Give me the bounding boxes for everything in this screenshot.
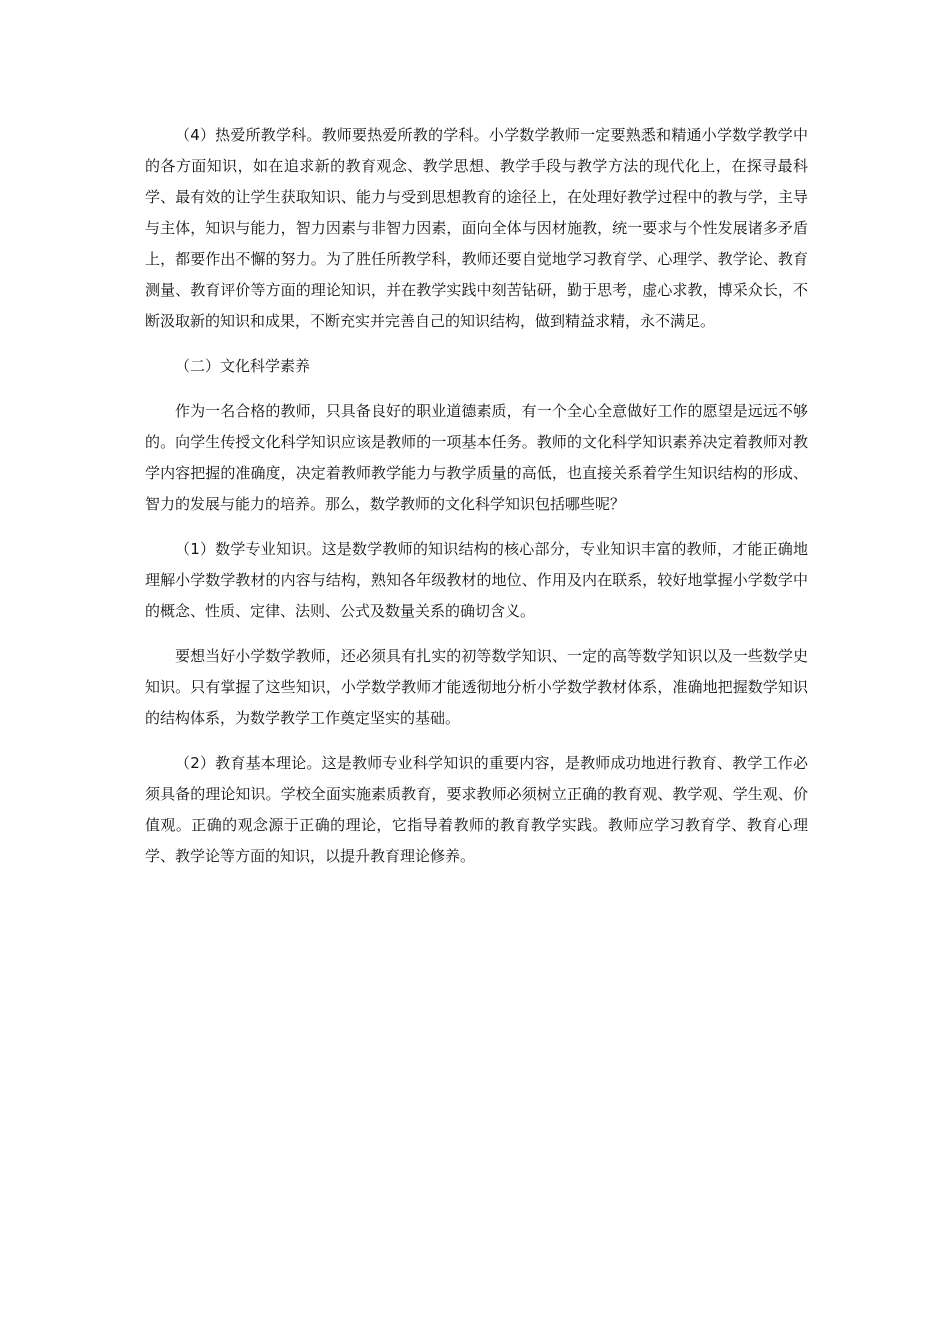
paragraph-culture-intro: 作为一名合格的教师，只具备良好的职业道德素质，有一个全心全意做好工作的愿望是远远不够的。向学生传授文化科学知识应该是教师的一项基本任务。教师的文化科学知识素养决定着教师对教学内容把握的准确度，决定着教师教学能力与教学质量的高低，也直接关系着学生知识结构的形成、智力的发展与能力的培养。那么，数学教师的文化科学知识包括哪些呢？ xyxy=(145,402,808,513)
section-heading-culture-science: （二）文化科学素养 xyxy=(175,357,311,375)
paragraph-education-theory: （2）教育基本理论。这是教师专业科学知识的重要内容，是教师成功地进行教育、教学工作必须具备的理论知识。学校全面实施素质教育，要求教师必须树立正确的教育观、教学观、学生观、价值观。正确的观念源于正确的理论，它指导着教师的教育教学实践。教师应学习教育学、教育心理学、教学论等方面的知识，以提升教育理论修养。 xyxy=(145,754,808,865)
document-body xyxy=(145,120,808,886)
paragraph-math-knowledge: （1）数学专业知识。这是数学教师的知识结构的核心部分，专业知识丰富的教师，才能正确地理解小学数学教材的内容与结构，熟知各年级教材的地位、作用及内在联系，较好地掌握小学数学中的概念、性质、定律、法则、公式及数量关系的确切含义。 xyxy=(145,540,808,620)
paragraph-love-subject: （4）热爱所教学科。教师要热爱所教的学科。小学数学教师一定要熟悉和精通小学数学教学中的各方面知识，如在追求新的教育观念、教学思想、教学手段与教学方法的现代化上，在探寻最科学、最有效的让学生获取知识、能力与受到思想教育的途径上，在处理好教学过程中的教与学，主导与主体，知识与能力，智力因素与非智力因素，面向全体与因材施教，统一要求与个性发展诸多矛盾上，都要作出不懈的努力。为了胜任所教学科，教师还要自觉地学习教育学、心理学、教学论、教育测量、教育评价等方面的理论知识，并在教学实践中刻苦钻研，勤于思考，虚心求教，博采众长，不断汲取新的知识和成果，不断充实并完善自己的知识结构，做到精益求精，永不满足。 xyxy=(145,126,808,330)
paragraph-good-teacher: 要想当好小学数学教师，还必须具有扎实的初等数学知识、一定的高等数学知识以及一些数学史知识。只有掌握了这些知识，小学数学教师才能透彻地分析小学数学教材体系，准确地把握数学知识的结构体系，为数学教学工作奠定坚实的基础。 xyxy=(145,647,808,727)
